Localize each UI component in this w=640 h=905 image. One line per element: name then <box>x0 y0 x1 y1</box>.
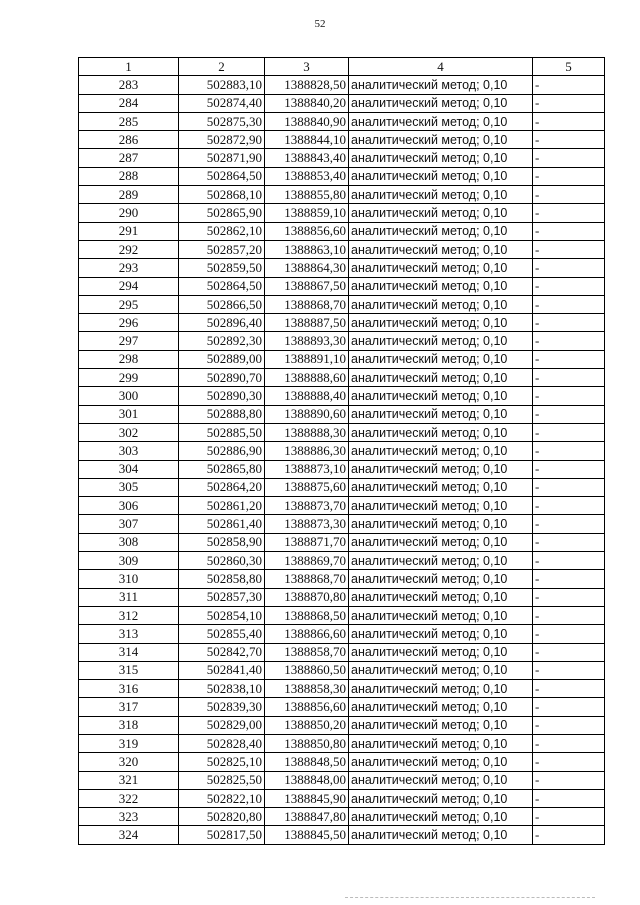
point-number-cell: 287 <box>79 149 179 167</box>
x-coordinate-cell: 502828,40 <box>179 734 265 752</box>
note-cell: - <box>533 131 605 149</box>
x-coordinate-cell: 502842,70 <box>179 643 265 661</box>
point-number-cell: 284 <box>79 94 179 112</box>
table-row <box>79 789 605 807</box>
point-number-cell: 291 <box>79 222 179 240</box>
method-cell: аналитический метод; 0,10 <box>349 350 533 368</box>
y-coordinate-cell: 1388859,10 <box>265 204 349 222</box>
header-row <box>79 58 605 76</box>
table-body <box>79 76 605 844</box>
point-number-cell: 286 <box>79 131 179 149</box>
note-cell: - <box>533 167 605 185</box>
note-cell: - <box>533 295 605 313</box>
note-cell: - <box>533 186 605 204</box>
y-coordinate-cell: 1388856,60 <box>265 698 349 716</box>
table-row <box>79 186 605 204</box>
x-coordinate-cell: 502838,10 <box>179 680 265 698</box>
method-cell: аналитический метод; 0,10 <box>349 332 533 350</box>
x-coordinate-cell: 502892,30 <box>179 332 265 350</box>
x-coordinate-cell: 502860,30 <box>179 552 265 570</box>
y-coordinate-cell: 1388875,60 <box>265 478 349 496</box>
y-coordinate-cell: 1388864,30 <box>265 259 349 277</box>
y-coordinate-cell: 1388891,10 <box>265 350 349 368</box>
table-row <box>79 533 605 551</box>
point-number-cell: 297 <box>79 332 179 350</box>
method-cell: аналитический метод; 0,10 <box>349 167 533 185</box>
note-cell: - <box>533 478 605 496</box>
y-coordinate-cell: 1388850,80 <box>265 734 349 752</box>
point-number-cell: 322 <box>79 789 179 807</box>
x-coordinate-cell: 502822,10 <box>179 789 265 807</box>
y-coordinate-cell: 1388848,50 <box>265 753 349 771</box>
table-row <box>79 387 605 405</box>
x-coordinate-cell: 502820,80 <box>179 808 265 826</box>
method-cell: аналитический метод; 0,10 <box>349 698 533 716</box>
x-coordinate-cell: 502866,50 <box>179 295 265 313</box>
point-number-cell: 300 <box>79 387 179 405</box>
point-number-cell: 309 <box>79 552 179 570</box>
y-coordinate-cell: 1388858,70 <box>265 643 349 661</box>
note-cell: - <box>533 222 605 240</box>
y-coordinate-cell: 1388845,90 <box>265 789 349 807</box>
note-cell: - <box>533 149 605 167</box>
method-cell: аналитический метод; 0,10 <box>349 625 533 643</box>
note-cell: - <box>533 515 605 533</box>
y-coordinate-cell: 1388868,50 <box>265 606 349 624</box>
x-coordinate-cell: 502868,10 <box>179 186 265 204</box>
x-coordinate-cell: 502872,90 <box>179 131 265 149</box>
note-cell: - <box>533 314 605 332</box>
table-row <box>79 295 605 313</box>
x-coordinate-cell: 502817,50 <box>179 826 265 844</box>
method-cell: аналитический метод; 0,10 <box>349 259 533 277</box>
method-cell: аналитический метод; 0,10 <box>349 734 533 752</box>
note-cell: - <box>533 442 605 460</box>
x-coordinate-cell: 502861,20 <box>179 497 265 515</box>
method-cell: аналитический метод; 0,10 <box>349 661 533 679</box>
method-cell: аналитический метод; 0,10 <box>349 240 533 258</box>
y-coordinate-cell: 1388869,70 <box>265 552 349 570</box>
point-number-cell: 289 <box>79 186 179 204</box>
point-number-cell: 323 <box>79 808 179 826</box>
point-number-cell: 313 <box>79 625 179 643</box>
point-number-cell: 293 <box>79 259 179 277</box>
y-coordinate-cell: 1388855,80 <box>265 186 349 204</box>
y-coordinate-cell: 1388828,50 <box>265 76 349 94</box>
note-cell: - <box>533 405 605 423</box>
table-row <box>79 460 605 478</box>
y-coordinate-cell: 1388844,10 <box>265 131 349 149</box>
method-cell: аналитический метод; 0,10 <box>349 423 533 441</box>
x-coordinate-cell: 502862,10 <box>179 222 265 240</box>
note-cell: - <box>533 259 605 277</box>
note-cell: - <box>533 588 605 606</box>
x-coordinate-cell: 502839,30 <box>179 698 265 716</box>
y-coordinate-cell: 1388866,60 <box>265 625 349 643</box>
table-row <box>79 606 605 624</box>
method-cell: аналитический метод; 0,10 <box>349 826 533 844</box>
point-number-cell: 311 <box>79 588 179 606</box>
x-coordinate-cell: 502871,90 <box>179 149 265 167</box>
x-coordinate-cell: 502875,30 <box>179 112 265 130</box>
column-header: 1 <box>79 58 179 76</box>
table-row <box>79 661 605 679</box>
x-coordinate-cell: 502883,10 <box>179 76 265 94</box>
note-cell: - <box>533 716 605 734</box>
y-coordinate-cell: 1388858,30 <box>265 680 349 698</box>
method-cell: аналитический метод; 0,10 <box>349 808 533 826</box>
method-cell: аналитический метод; 0,10 <box>349 277 533 295</box>
table-row <box>79 369 605 387</box>
note-cell: - <box>533 552 605 570</box>
table-row <box>79 643 605 661</box>
y-coordinate-cell: 1388860,50 <box>265 661 349 679</box>
method-cell: аналитический метод; 0,10 <box>349 533 533 551</box>
y-coordinate-cell: 1388848,00 <box>265 771 349 789</box>
point-number-cell: 304 <box>79 460 179 478</box>
note-cell: - <box>533 76 605 94</box>
method-cell: аналитический метод; 0,10 <box>349 753 533 771</box>
x-coordinate-cell: 502857,20 <box>179 240 265 258</box>
x-coordinate-cell: 502855,40 <box>179 625 265 643</box>
method-cell: аналитический метод; 0,10 <box>349 204 533 222</box>
point-number-cell: 303 <box>79 442 179 460</box>
method-cell: аналитический метод; 0,10 <box>349 716 533 734</box>
point-number-cell: 290 <box>79 204 179 222</box>
y-coordinate-cell: 1388887,50 <box>265 314 349 332</box>
note-cell: - <box>533 680 605 698</box>
note-cell: - <box>533 497 605 515</box>
point-number-cell: 288 <box>79 167 179 185</box>
method-cell: аналитический метод; 0,10 <box>349 149 533 167</box>
x-coordinate-cell: 502825,50 <box>179 771 265 789</box>
method-cell: аналитический метод; 0,10 <box>349 314 533 332</box>
note-cell: - <box>533 606 605 624</box>
method-cell: аналитический метод; 0,10 <box>349 295 533 313</box>
x-coordinate-cell: 502888,80 <box>179 405 265 423</box>
method-cell: аналитический метод; 0,10 <box>349 222 533 240</box>
method-cell: аналитический метод; 0,10 <box>349 112 533 130</box>
x-coordinate-cell: 502886,90 <box>179 442 265 460</box>
method-cell: аналитический метод; 0,10 <box>349 515 533 533</box>
table-row <box>79 588 605 606</box>
point-number-cell: 308 <box>79 533 179 551</box>
table-row <box>79 826 605 844</box>
x-coordinate-cell: 502859,50 <box>179 259 265 277</box>
table-row <box>79 808 605 826</box>
point-number-cell: 295 <box>79 295 179 313</box>
x-coordinate-cell: 502890,70 <box>179 369 265 387</box>
note-cell: - <box>533 94 605 112</box>
column-header: 2 <box>179 58 265 76</box>
point-number-cell: 306 <box>79 497 179 515</box>
note-cell: - <box>533 369 605 387</box>
x-coordinate-cell: 502825,10 <box>179 753 265 771</box>
note-cell: - <box>533 204 605 222</box>
note-cell: - <box>533 387 605 405</box>
x-coordinate-cell: 502874,40 <box>179 94 265 112</box>
y-coordinate-cell: 1388888,60 <box>265 369 349 387</box>
point-number-cell: 312 <box>79 606 179 624</box>
page-number: 52 <box>314 18 326 30</box>
table-row <box>79 625 605 643</box>
table-row <box>79 734 605 752</box>
y-coordinate-cell: 1388871,70 <box>265 533 349 551</box>
point-number-cell: 307 <box>79 515 179 533</box>
method-cell: аналитический метод; 0,10 <box>349 771 533 789</box>
point-number-cell: 320 <box>79 753 179 771</box>
table-row <box>79 405 605 423</box>
note-cell: - <box>533 570 605 588</box>
table-row <box>79 515 605 533</box>
note-cell: - <box>533 277 605 295</box>
point-number-cell: 283 <box>79 76 179 94</box>
note-cell: - <box>533 460 605 478</box>
table-row <box>79 478 605 496</box>
note-cell: - <box>533 734 605 752</box>
method-cell: аналитический метод; 0,10 <box>349 94 533 112</box>
note-cell: - <box>533 112 605 130</box>
table-row <box>79 149 605 167</box>
method-cell: аналитический метод; 0,10 <box>349 570 533 588</box>
table-row <box>79 76 605 94</box>
method-cell: аналитический метод; 0,10 <box>349 442 533 460</box>
point-number-cell: 319 <box>79 734 179 752</box>
y-coordinate-cell: 1388873,30 <box>265 515 349 533</box>
y-coordinate-cell: 1388850,20 <box>265 716 349 734</box>
point-number-cell: 292 <box>79 240 179 258</box>
table-row <box>79 698 605 716</box>
coordinates-table <box>78 57 605 845</box>
note-cell: - <box>533 533 605 551</box>
point-number-cell: 301 <box>79 405 179 423</box>
method-cell: аналитический метод; 0,10 <box>349 789 533 807</box>
table-row <box>79 680 605 698</box>
x-coordinate-cell: 502854,10 <box>179 606 265 624</box>
point-number-cell: 310 <box>79 570 179 588</box>
table-row <box>79 423 605 441</box>
table-row <box>79 259 605 277</box>
point-number-cell: 314 <box>79 643 179 661</box>
y-coordinate-cell: 1388888,30 <box>265 423 349 441</box>
y-coordinate-cell: 1388856,60 <box>265 222 349 240</box>
y-coordinate-cell: 1388886,30 <box>265 442 349 460</box>
note-cell: - <box>533 808 605 826</box>
note-cell: - <box>533 753 605 771</box>
note-cell: - <box>533 643 605 661</box>
table-row <box>79 240 605 258</box>
y-coordinate-cell: 1388845,50 <box>265 826 349 844</box>
point-number-cell: 317 <box>79 698 179 716</box>
point-number-cell: 315 <box>79 661 179 679</box>
note-cell: - <box>533 423 605 441</box>
method-cell: аналитический метод; 0,10 <box>349 369 533 387</box>
y-coordinate-cell: 1388840,90 <box>265 112 349 130</box>
x-coordinate-cell: 502865,90 <box>179 204 265 222</box>
x-coordinate-cell: 502885,50 <box>179 423 265 441</box>
point-number-cell: 294 <box>79 277 179 295</box>
scan-artifact <box>345 897 595 900</box>
x-coordinate-cell: 502890,30 <box>179 387 265 405</box>
point-number-cell: 324 <box>79 826 179 844</box>
point-number-cell: 296 <box>79 314 179 332</box>
method-cell: аналитический метод; 0,10 <box>349 76 533 94</box>
method-cell: аналитический метод; 0,10 <box>349 497 533 515</box>
table-row <box>79 112 605 130</box>
table-row <box>79 570 605 588</box>
point-number-cell: 299 <box>79 369 179 387</box>
note-cell: - <box>533 240 605 258</box>
x-coordinate-cell: 502829,00 <box>179 716 265 734</box>
method-cell: аналитический метод; 0,10 <box>349 643 533 661</box>
table-row <box>79 552 605 570</box>
table-row <box>79 442 605 460</box>
y-coordinate-cell: 1388843,40 <box>265 149 349 167</box>
y-coordinate-cell: 1388890,60 <box>265 405 349 423</box>
note-cell: - <box>533 350 605 368</box>
point-number-cell: 285 <box>79 112 179 130</box>
x-coordinate-cell: 502864,20 <box>179 478 265 496</box>
column-header: 3 <box>265 58 349 76</box>
method-cell: аналитический метод; 0,10 <box>349 186 533 204</box>
table-row <box>79 314 605 332</box>
y-coordinate-cell: 1388867,50 <box>265 277 349 295</box>
note-cell: - <box>533 625 605 643</box>
y-coordinate-cell: 1388863,10 <box>265 240 349 258</box>
x-coordinate-cell: 502864,50 <box>179 167 265 185</box>
table-row <box>79 753 605 771</box>
method-cell: аналитический метод; 0,10 <box>349 552 533 570</box>
y-coordinate-cell: 1388868,70 <box>265 295 349 313</box>
note-cell: - <box>533 698 605 716</box>
x-coordinate-cell: 502858,90 <box>179 533 265 551</box>
point-number-cell: 305 <box>79 478 179 496</box>
table-row <box>79 167 605 185</box>
y-coordinate-cell: 1388868,70 <box>265 570 349 588</box>
method-cell: аналитический метод; 0,10 <box>349 405 533 423</box>
note-cell: - <box>533 789 605 807</box>
y-coordinate-cell: 1388888,40 <box>265 387 349 405</box>
column-header: 4 <box>349 58 533 76</box>
y-coordinate-cell: 1388840,20 <box>265 94 349 112</box>
x-coordinate-cell: 502841,40 <box>179 661 265 679</box>
point-number-cell: 321 <box>79 771 179 789</box>
y-coordinate-cell: 1388870,80 <box>265 588 349 606</box>
point-number-cell: 318 <box>79 716 179 734</box>
table-row <box>79 204 605 222</box>
x-coordinate-cell: 502861,40 <box>179 515 265 533</box>
method-cell: аналитический метод; 0,10 <box>349 131 533 149</box>
table-row <box>79 332 605 350</box>
y-coordinate-cell: 1388853,40 <box>265 167 349 185</box>
x-coordinate-cell: 502889,00 <box>179 350 265 368</box>
y-coordinate-cell: 1388847,80 <box>265 808 349 826</box>
x-coordinate-cell: 502865,80 <box>179 460 265 478</box>
y-coordinate-cell: 1388873,10 <box>265 460 349 478</box>
table-row <box>79 131 605 149</box>
note-cell: - <box>533 826 605 844</box>
table-row <box>79 277 605 295</box>
method-cell: аналитический метод; 0,10 <box>349 460 533 478</box>
y-coordinate-cell: 1388873,70 <box>265 497 349 515</box>
method-cell: аналитический метод; 0,10 <box>349 387 533 405</box>
method-cell: аналитический метод; 0,10 <box>349 588 533 606</box>
column-header: 5 <box>533 58 605 76</box>
table-row <box>79 222 605 240</box>
x-coordinate-cell: 502896,40 <box>179 314 265 332</box>
x-coordinate-cell: 502857,30 <box>179 588 265 606</box>
point-number-cell: 298 <box>79 350 179 368</box>
note-cell: - <box>533 771 605 789</box>
table-row <box>79 94 605 112</box>
point-number-cell: 302 <box>79 423 179 441</box>
table-row <box>79 497 605 515</box>
x-coordinate-cell: 502864,50 <box>179 277 265 295</box>
table-row <box>79 350 605 368</box>
method-cell: аналитический метод; 0,10 <box>349 606 533 624</box>
method-cell: аналитический метод; 0,10 <box>349 680 533 698</box>
table-row <box>79 716 605 734</box>
y-coordinate-cell: 1388893,30 <box>265 332 349 350</box>
note-cell: - <box>533 661 605 679</box>
note-cell: - <box>533 332 605 350</box>
point-number-cell: 316 <box>79 680 179 698</box>
method-cell: аналитический метод; 0,10 <box>349 478 533 496</box>
table-row <box>79 771 605 789</box>
x-coordinate-cell: 502858,80 <box>179 570 265 588</box>
